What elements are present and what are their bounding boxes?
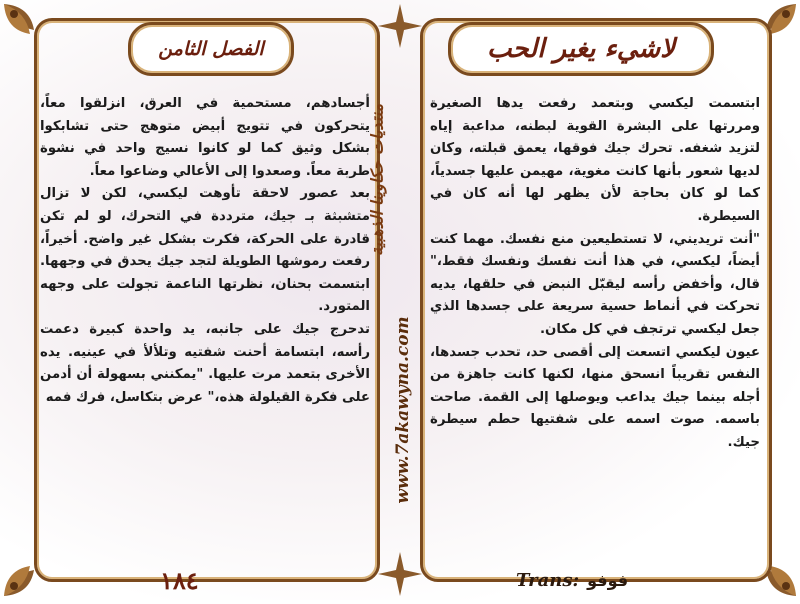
paragraph: أجسادهم، مستحمية في العرق، انزلقوا معاً، يتحركون في تتويج أبيض متوهج حتى تشابكوا بشكل وثيق كما لو كانوا نسيج واحد في نشوة طربة معاً. وصعدوا إلى الأعالي وضاعوا معاً. bbox=[40, 96, 370, 179]
trans-label: Trans: bbox=[516, 570, 580, 591]
site-url: www.7akawyna.com bbox=[393, 316, 413, 504]
chapter-title-box bbox=[128, 22, 294, 76]
book-title-box bbox=[448, 22, 714, 76]
translator-credit bbox=[516, 570, 628, 591]
page-number: ١٨٤ bbox=[160, 566, 199, 595]
paragraph: ابتسمت ليكسي وبتعمد رفعت يدها الصغيرة ومررتها على البشرة القوية لبطنه، مداعبة إياه لتزيد شغفه. تحرك جيك فوقها، يعمق قبلته، وكان لديها شعور بأنها كانت مغوية، مهيمن عليها جسدياً، كما لو كان بحاجة لأن يظهر لها أنه كان في السيطرة. bbox=[430, 96, 760, 224]
translator-name: فوفو bbox=[587, 571, 629, 590]
paragraph: تدحرج جيك على جانبه، يد واحدة كبيرة دعمت رأسه، ابتسامة أحنت شفتيه وتلألأ في عينيه. يده الأخرى بتعمد مرت عليها. "يمكنني بسهولة أن أدمن على فكرة القيلولة هذه،" عرض بتكاسل، فرك فمه bbox=[40, 321, 370, 405]
chapter-title: الفصل الثامن bbox=[158, 38, 264, 60]
paragraph: عيون ليكسي اتسعت إلى أقصى حد، تحدب جسدها، النفس تقريباً انسحق منها، لكنها كانت جاهزة من أجله بينما جيك يداعب ويوصلها إلى القمة. صاحت باسمه. صوت اسمه على شفتيها حطم سيطرة جيك. bbox=[430, 344, 760, 450]
forum-name: منتديات حكاوينا الذهبية bbox=[367, 103, 387, 257]
spine bbox=[356, 40, 426, 560]
book-title: لاشيء يغير الحب bbox=[486, 34, 676, 64]
right-page-text bbox=[430, 93, 760, 455]
paragraph: بعد عصور لاحقة تأوهت ليكسي، لكن لا تزال متشبثة بـ جيك، مترددة في التحرك، لو لم تكن قادرة على الحركة، فكرت بشكل غير واضح. أخيراً، رفعت رموشها الطويلة لتجد جيك يحدق في وجهها. ابتسمت بحنان، نظرتها الناعمة تجولت على وجهه المتورد. bbox=[40, 186, 370, 315]
paragraph: "أنت تريديني، لا تستطيعين منع نفسك. مهما كنت أيضاً، ليكسي، في هذا أنت نفسك ونفسك فقط،" قال، وأخفض رأسه ليقبّل النبض في حلقها، يديه تحركت في أنماط حسية سريعة على جسدها الذي جعل ليكسي ترتجف في كل مكان. bbox=[430, 231, 760, 337]
left-page-text bbox=[40, 93, 370, 409]
